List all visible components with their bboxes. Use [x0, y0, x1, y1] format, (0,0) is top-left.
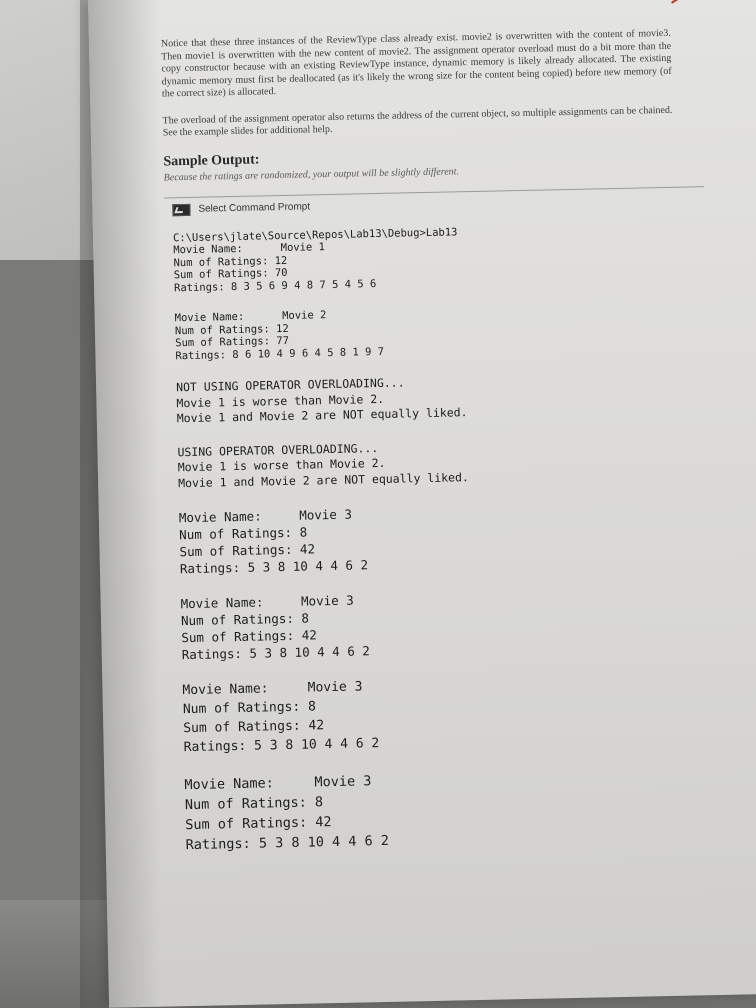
console-line: Ratings: 5 3 8 10 4 4 6 2 — [185, 832, 390, 854]
console-block-no-overload — [176, 369, 709, 427]
console-title: Select Command Prompt — [198, 201, 311, 215]
console-line: Num of Ratings: 12 — [174, 322, 289, 337]
intro-paragraph-2: The overload of the assignment operator also returns the address of the current object, so multiple assignments can be chained. See the example slides for additional help. — [162, 104, 673, 139]
sample-output-heading: Sample Output: — [163, 151, 260, 169]
console-output — [165, 211, 718, 856]
console-line: Movie 1 is worse than Movie 2. — [176, 391, 385, 410]
console-block-movie1 — [173, 221, 706, 295]
console-block-movie3-d — [184, 764, 718, 855]
console-block-movie2 — [175, 301, 708, 362]
console-line: Ratings: 8 3 5 6 9 4 8 7 5 4 5 6 — [173, 277, 377, 294]
console-line: Ratings: 5 3 8 10 4 4 6 2 — [181, 643, 371, 663]
console-line: Ratings: 8 6 10 4 9 6 4 5 8 1 9 7 — [175, 345, 385, 362]
console-line: Movie 1 and Movie 2 are NOT equally liked. — [176, 405, 468, 426]
console-line: NOT USING OPERATOR OVERLOADING... — [175, 375, 405, 395]
pen-mark — [664, 0, 696, 4]
console-line: Movie Name: Movie 3 — [184, 773, 372, 794]
console-line: Movie Name: Movie 3 — [182, 679, 363, 699]
console-block-overload — [177, 434, 710, 492]
command-prompt-window — [164, 186, 718, 856]
console-line: Sum of Ratings: 42 — [181, 627, 317, 646]
console-block-movie3-a — [179, 498, 712, 577]
console-line: Movie Name: Movie 1 — [173, 241, 326, 257]
printed-page — [88, 0, 756, 1008]
console-line: Num of Ratings: 8 — [180, 610, 310, 629]
sample-output-note: Because the ratings are randomized, your output will be slightly different. — [163, 165, 460, 183]
console-line: Sum of Ratings: 77 — [175, 334, 290, 350]
console-line: Movie Name: Movie 3 — [180, 592, 354, 612]
console-line: Movie Name: Movie 2 — [174, 309, 327, 325]
console-line: Movie 1 and Movie 2 are NOT equally liked. — [177, 469, 470, 490]
console-line: Sum of Ratings: 42 — [179, 541, 316, 560]
console-line: Movie Name: Movie 3 — [178, 506, 353, 526]
console-line: Ratings: 5 3 8 10 4 4 6 2 — [183, 736, 380, 756]
intro-paragraph-1: Notice that these three instances of the ReviewType class already exist. movie2 is overwritten with the content of movie3. Then movie1 is overwritten with the new content of movie2. The assignment operator overload must do a bit more than the copy constructor because with an existing ReviewType instance, dynamic memory is likely already allocated. The existing dynamic memory must first be deallocated (as it's likely the wrong size for the content being copied) before new memory (of the correct size) is allocated. — [160, 27, 672, 100]
console-line: Num of Ratings: 8 — [179, 524, 308, 543]
page-content — [161, 28, 688, 873]
console-line: Ratings: 5 3 8 10 4 4 6 2 — [179, 557, 369, 577]
console-line: Sum of Ratings: 70 — [173, 266, 288, 282]
console-line: Num of Ratings: 12 — [173, 254, 288, 269]
console-line: Movie 1 is worse than Movie 2. — [177, 455, 386, 475]
console-line: Num of Ratings: 8 — [182, 699, 317, 718]
console-prompt-line: C:\Users\jlate\Source\Repos\Lab13\Debug>Lab13 — [172, 225, 458, 244]
console-line: Num of Ratings: 8 — [184, 794, 324, 814]
console-line: Sum of Ratings: 42 — [183, 718, 325, 737]
console-line: Sum of Ratings: 42 — [185, 814, 332, 834]
command-prompt-icon — [172, 203, 190, 215]
console-block-movie3-c — [182, 670, 715, 757]
console-line: USING OPERATOR OVERLOADING... — [177, 440, 379, 459]
console-block-movie3-b — [180, 584, 713, 663]
